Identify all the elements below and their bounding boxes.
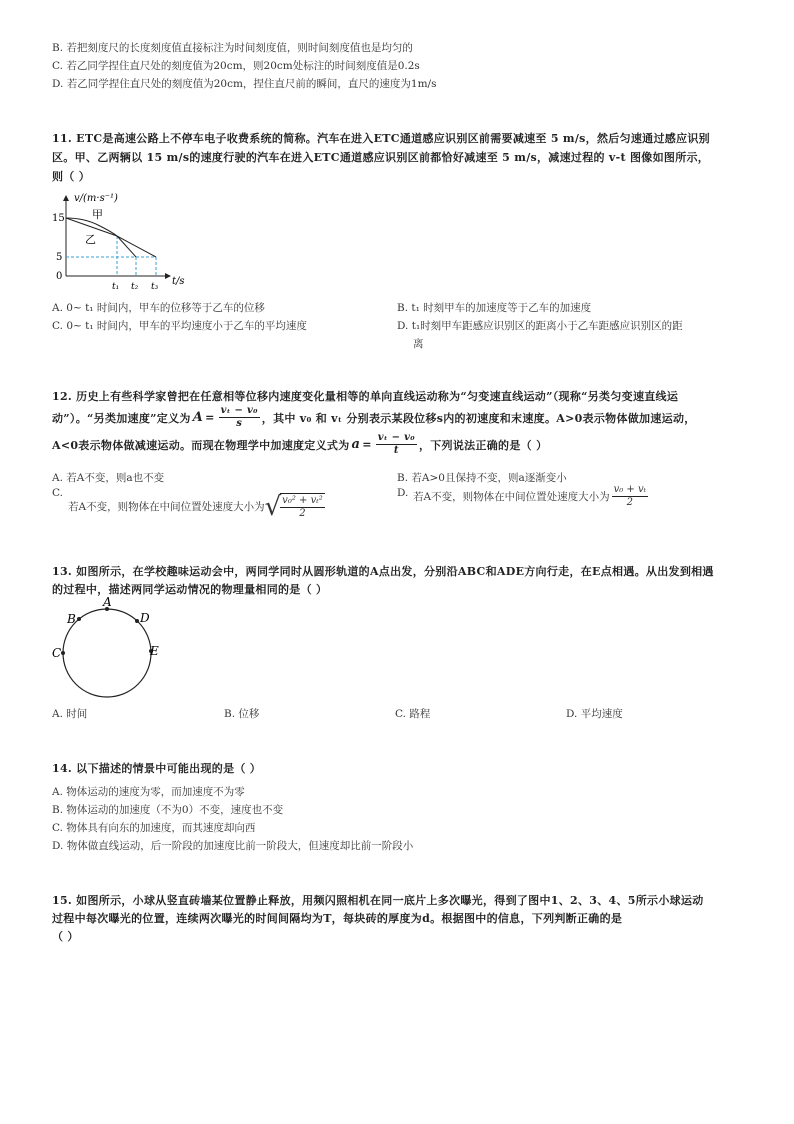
q14-option-d: D. 物体做直线运动，后一阶段的加速度比前一阶段大，但速度却比前一阶段小 <box>52 840 414 852</box>
q11-y15: 15 <box>52 213 65 224</box>
q15-stem-line2: 过程中每次曝光的位置，连续两次曝光的时间间隔均为T，每块砖的厚度为d。根据图中的信息，下列判断正确的是 <box>52 912 623 925</box>
q12-option-c-label: C. <box>52 487 63 499</box>
point-c <box>61 651 65 655</box>
yi-curve <box>66 218 136 257</box>
q12-option-c <box>68 493 325 520</box>
q11-stem-line3: 则（ ） <box>52 170 91 183</box>
q10-option-c: C. 若乙同学捏住直尺处的刻度值为20cm，则20cm处标注的时间刻度值是0.2s <box>52 60 420 72</box>
q12-eq: = <box>205 411 215 424</box>
q12-option-d-den: 2 <box>626 497 634 508</box>
q15-stem-line1: 15. 如图所示，小球从竖直砖墙某位置静止释放，用频闪照相机在同一底片上多次曝光，得到了图中1、2、3、4、5所示小球运动 <box>52 894 704 907</box>
q11-t1: t₁ <box>112 282 120 292</box>
q12-a-symbol: a <box>351 437 361 452</box>
q12-stem-line1: 12. 历史上有些科学家曾把在任意相等位移内速度变化量相等的单向直线运动称为“匀变速直线运动”（现称“另类匀变速直线运 <box>52 390 679 403</box>
q12-line2a: 动”）。“另类加速度”定义为 <box>52 411 191 425</box>
q14-option-c: C. 物体具有向东的加速度，而其速度却向西 <box>52 822 256 834</box>
q12-fracA-den: s <box>236 418 243 429</box>
q13-stem-line1: 13. 如图所示，在学校趣味运动会中，两同学同时从圆形轨道的A点出发，分别沿ABC和ADE方向行走，在E点相遇。从出发到相遇 <box>52 565 714 578</box>
q12-fraca-den: t <box>393 445 399 456</box>
q12-eq2: = <box>362 438 372 451</box>
q11-option-b: B. t₁ 时刻甲车的加速度等于乙车的加速度 <box>397 302 592 314</box>
q15-stem-line3: （ ） <box>52 930 79 943</box>
q11-xlabel: t/s <box>172 276 185 287</box>
q11-stem-line1: 11. ETC是高速公路上不停车电子收费系统的简称。汽车在进入ETC通道感应识别区前需要减速至 5 m/s，然后匀速通过感应识别 <box>52 132 710 145</box>
q13-option-a: A. 时间 <box>52 708 88 720</box>
q11-option-d-line2: 离 <box>413 338 424 350</box>
q11-t2: t₂ <box>131 282 139 292</box>
q11-vt-graph <box>52 190 212 296</box>
q13-option-d: D. 平均速度 <box>566 708 623 720</box>
q12-fraca <box>376 432 417 457</box>
q12-option-d-text: 若A不变，则物体在中间位置处速度大小为 <box>413 491 610 503</box>
q11-option-c: C. 0~ t₁ 时间内，甲车的平均速度小于乙车的平均速度 <box>52 320 307 332</box>
q12-option-b: B. 若A>0且保持不变，则a逐渐变小 <box>397 472 567 484</box>
q12-option-d-label: D. <box>397 487 409 499</box>
q12-fracA <box>219 405 260 430</box>
label-d: D <box>140 611 150 625</box>
q12-line3b: ，下列说法正确的是（ ） <box>418 438 548 452</box>
q12-option-c-den: 2 <box>299 508 306 519</box>
q12-option-c-frac <box>280 493 325 520</box>
q12-stem-line3 <box>52 432 547 457</box>
q12-option-c-text: 若A不变，则物体在中间位置处速度大小为 <box>68 501 265 513</box>
q12-option-d-num: v₀ + vₜ <box>613 484 647 495</box>
q13-option-b: B. 位移 <box>224 708 260 720</box>
q10-option-b: B. 若把刻度尺的长度刻度值直接标注为时间刻度值，则时间刻度值也是均匀的 <box>52 42 413 54</box>
q11-jia-label: 甲 <box>92 208 103 221</box>
q11-ylabel: v/(m·s⁻¹) <box>74 193 118 204</box>
q11-stem-line2: 区。甲、乙两辆以 15 m/s的速度行驶的汽车在进入ETC通道感应识别区前都恰好减速至 5 m/s，减速过程的 v-t 图像如图所示， <box>52 151 710 164</box>
q13-stem-line2: 的过程中，描述两同学运动情况的物理量相同的是（ ） <box>52 583 328 596</box>
q12-line2b: ，其中 v₀ 和 vₜ 分别表示某段位移s内的初速度和末速度。A>0表示物体做加速运动， <box>261 411 696 425</box>
q12-line3a: A<0表示物体做减速运动。而现在物理学中加速度定义式为 <box>52 438 350 452</box>
q11-y0: 0 <box>56 271 63 282</box>
q11-yi-label: 乙 <box>85 233 96 246</box>
q12-option-d-frac <box>612 484 649 509</box>
q11-option-d-line1: D. t₁时刻甲车距感应识别区的距离小于乙车距感应识别区的距 <box>397 320 683 332</box>
label-e: E <box>150 644 159 658</box>
q11-t3: t₃ <box>151 282 159 292</box>
q12-A-symbol: A <box>192 410 204 425</box>
q14-option-b: B. 物体运动的加速度（不为0）不变，速度也不变 <box>52 804 284 816</box>
q12-fracA-num: vₜ − v₀ <box>220 405 258 416</box>
q12-option-d <box>413 484 650 509</box>
q13-option-c: C. 路程 <box>395 708 431 720</box>
q11-y5: 5 <box>56 252 63 263</box>
q14-option-a: A. 物体运动的速度为零，而加速度不为零 <box>52 786 245 798</box>
label-c: C <box>52 646 62 660</box>
point-b <box>77 617 81 621</box>
q11-option-a: A. 0~ t₁ 时间内，甲车的位移等于乙车的位移 <box>52 302 265 314</box>
q12-option-c-num: v₀² + vₜ² <box>282 495 323 506</box>
label-a: A <box>103 595 112 609</box>
q12-option-c-sqrt: √ $\frac{\text{v₀² + vₜ²}}{2}$ <box>264 491 323 522</box>
q13-circle-diagram <box>48 593 168 699</box>
q10-option-d: D. 若乙同学捏住直尺处的刻度值为20cm，捏住直尺前的瞬间，直尺的速度为1m/s <box>52 78 437 90</box>
point-d <box>135 619 139 623</box>
jia-line <box>66 218 156 257</box>
q12-option-a: A. 若A不变，则a也不变 <box>52 472 165 484</box>
q12-stem-line2 <box>52 405 696 430</box>
label-b: B <box>67 612 76 626</box>
q14-stem: 14. 以下描述的情景中可能出现的是（ ） <box>52 762 262 775</box>
q12-fraca-num: vₜ − v₀ <box>377 432 415 443</box>
